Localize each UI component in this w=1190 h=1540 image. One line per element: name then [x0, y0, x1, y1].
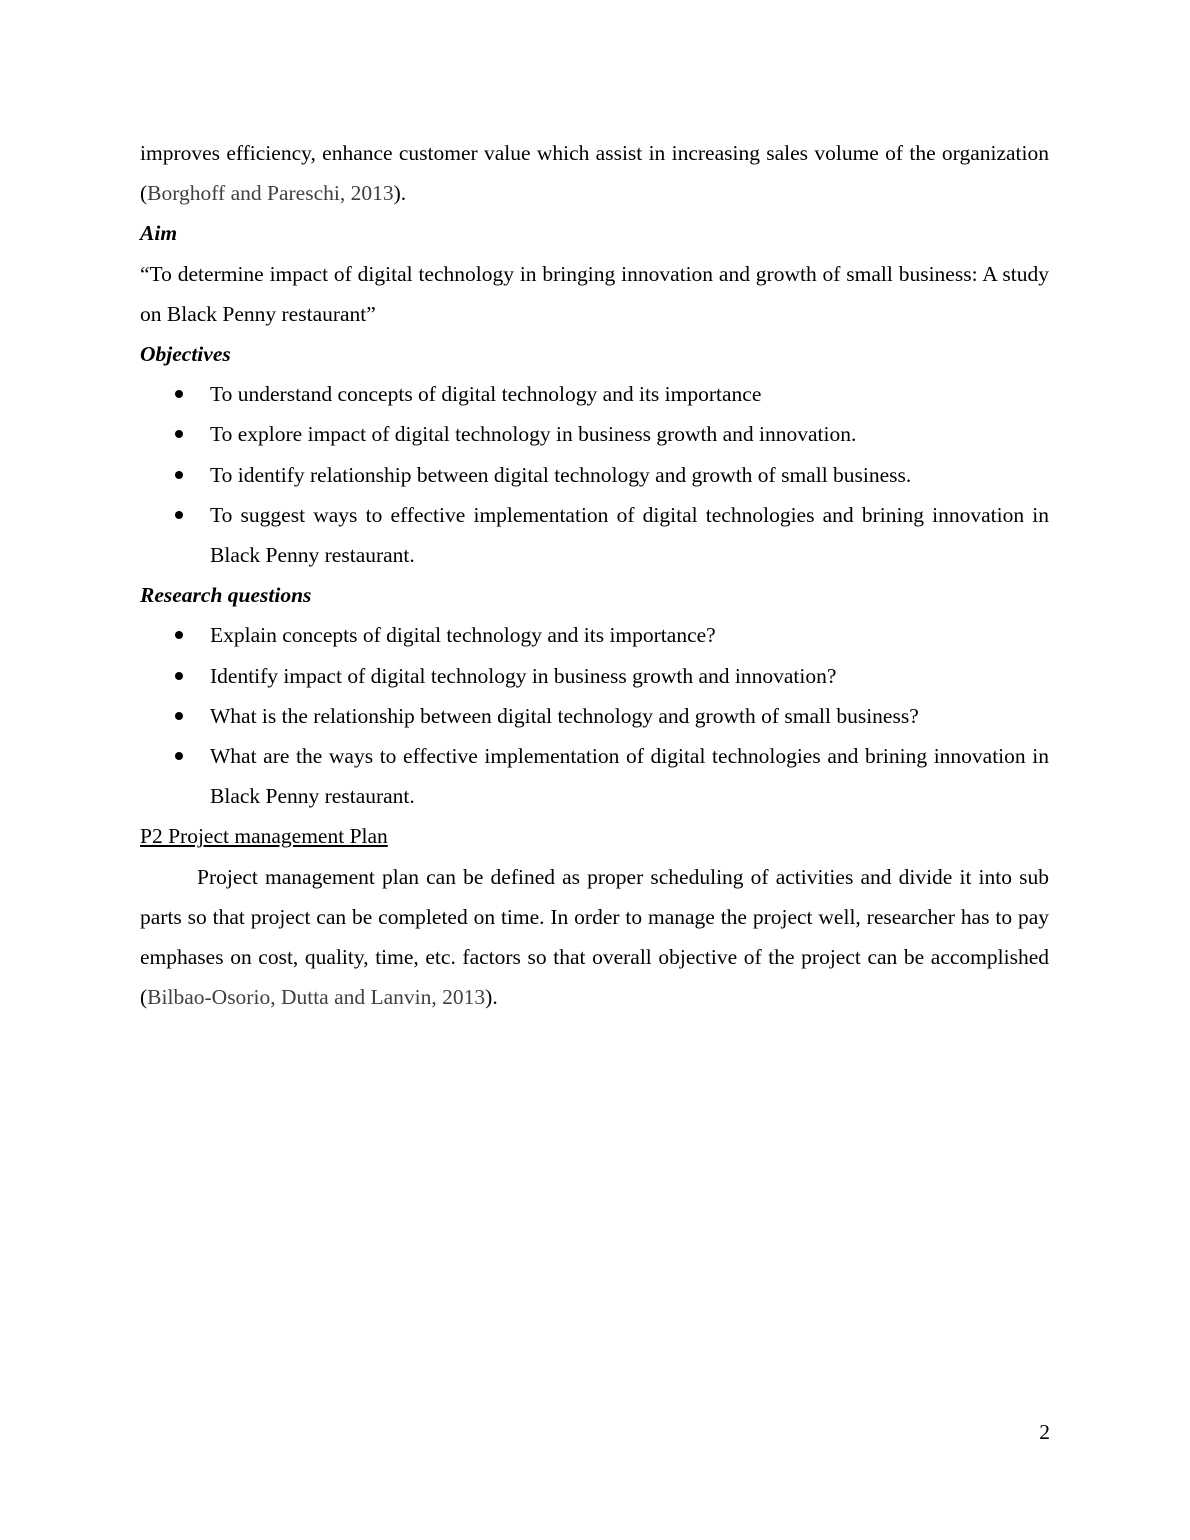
bullet-icon	[175, 752, 183, 760]
research-question-text: Explain concepts of digital technology and its importance?	[210, 623, 716, 648]
objective-item	[140, 414, 1049, 454]
objective-item	[140, 455, 1049, 495]
research-questions-list	[140, 615, 1049, 816]
aim-heading: Aim	[140, 221, 178, 246]
objectives-list	[140, 374, 1049, 575]
bullet-icon	[175, 511, 183, 519]
document-page	[140, 133, 1049, 1017]
research-question-text: Identify impact of digital technology in business growth and innovation?	[210, 663, 837, 688]
objective-text: To suggest ways to effective implementation of digital technologies and brining innovation in Black Penny restaurant.	[210, 502, 1049, 568]
page-number: 2	[1039, 1420, 1050, 1444]
research-question-item	[140, 696, 1049, 736]
intro-paragraph	[140, 133, 1049, 213]
project-plan-text: Project management plan can be defined as proper scheduling of activities and divide it into sub parts so that project can be completed on time. In order to manage the project well, researcher has to pay emphases on cost, quality, time, etc. factors so that overall objective of the project can be accomplished (	[140, 864, 1049, 1010]
bullet-icon	[175, 390, 183, 398]
bullet-icon	[175, 471, 183, 479]
objective-text: To explore impact of digital technology in business growth and innovation.	[210, 422, 857, 447]
bullet-icon	[175, 672, 183, 680]
research-questions-heading: Research questions	[140, 583, 312, 608]
research-question-item	[140, 736, 1049, 816]
aim-text: “To determine impact of digital technology in bringing innovation and growth of small business: A study on Black Penny restaurant”	[140, 261, 1049, 326]
bullet-icon	[175, 712, 183, 720]
project-plan-paragraph	[140, 857, 1049, 1018]
project-plan-heading: P2 Project management Plan	[140, 824, 388, 849]
project-plan-end: ).	[485, 985, 498, 1010]
research-question-item	[140, 615, 1049, 655]
intro-text: improves efficiency, enhance customer value which assist in increasing sales volume of the organization (	[140, 141, 1049, 206]
research-question-text: What is the relationship between digital technology and growth of small business?	[210, 703, 919, 728]
bullet-icon	[175, 430, 183, 438]
research-question-item	[140, 656, 1049, 696]
intro-end: ).	[393, 181, 407, 206]
intro-citation: Borghoff and Pareschi, 2013	[147, 181, 394, 206]
research-question-text: What are the ways to effective implementation of digital technologies and brining innovation in Black Penny restaurant.	[210, 744, 1049, 809]
objective-text: To understand concepts of digital technology and its importance	[210, 382, 762, 407]
bullet-icon	[175, 631, 183, 639]
objective-item	[140, 374, 1049, 414]
objective-text: To identify relationship between digital technology and growth of small business.	[210, 462, 912, 487]
project-plan-citation: Bilbao-Osorio, Dutta and Lanvin, 2013	[147, 985, 486, 1010]
objective-item	[140, 495, 1049, 575]
objectives-heading: Objectives	[140, 342, 231, 367]
